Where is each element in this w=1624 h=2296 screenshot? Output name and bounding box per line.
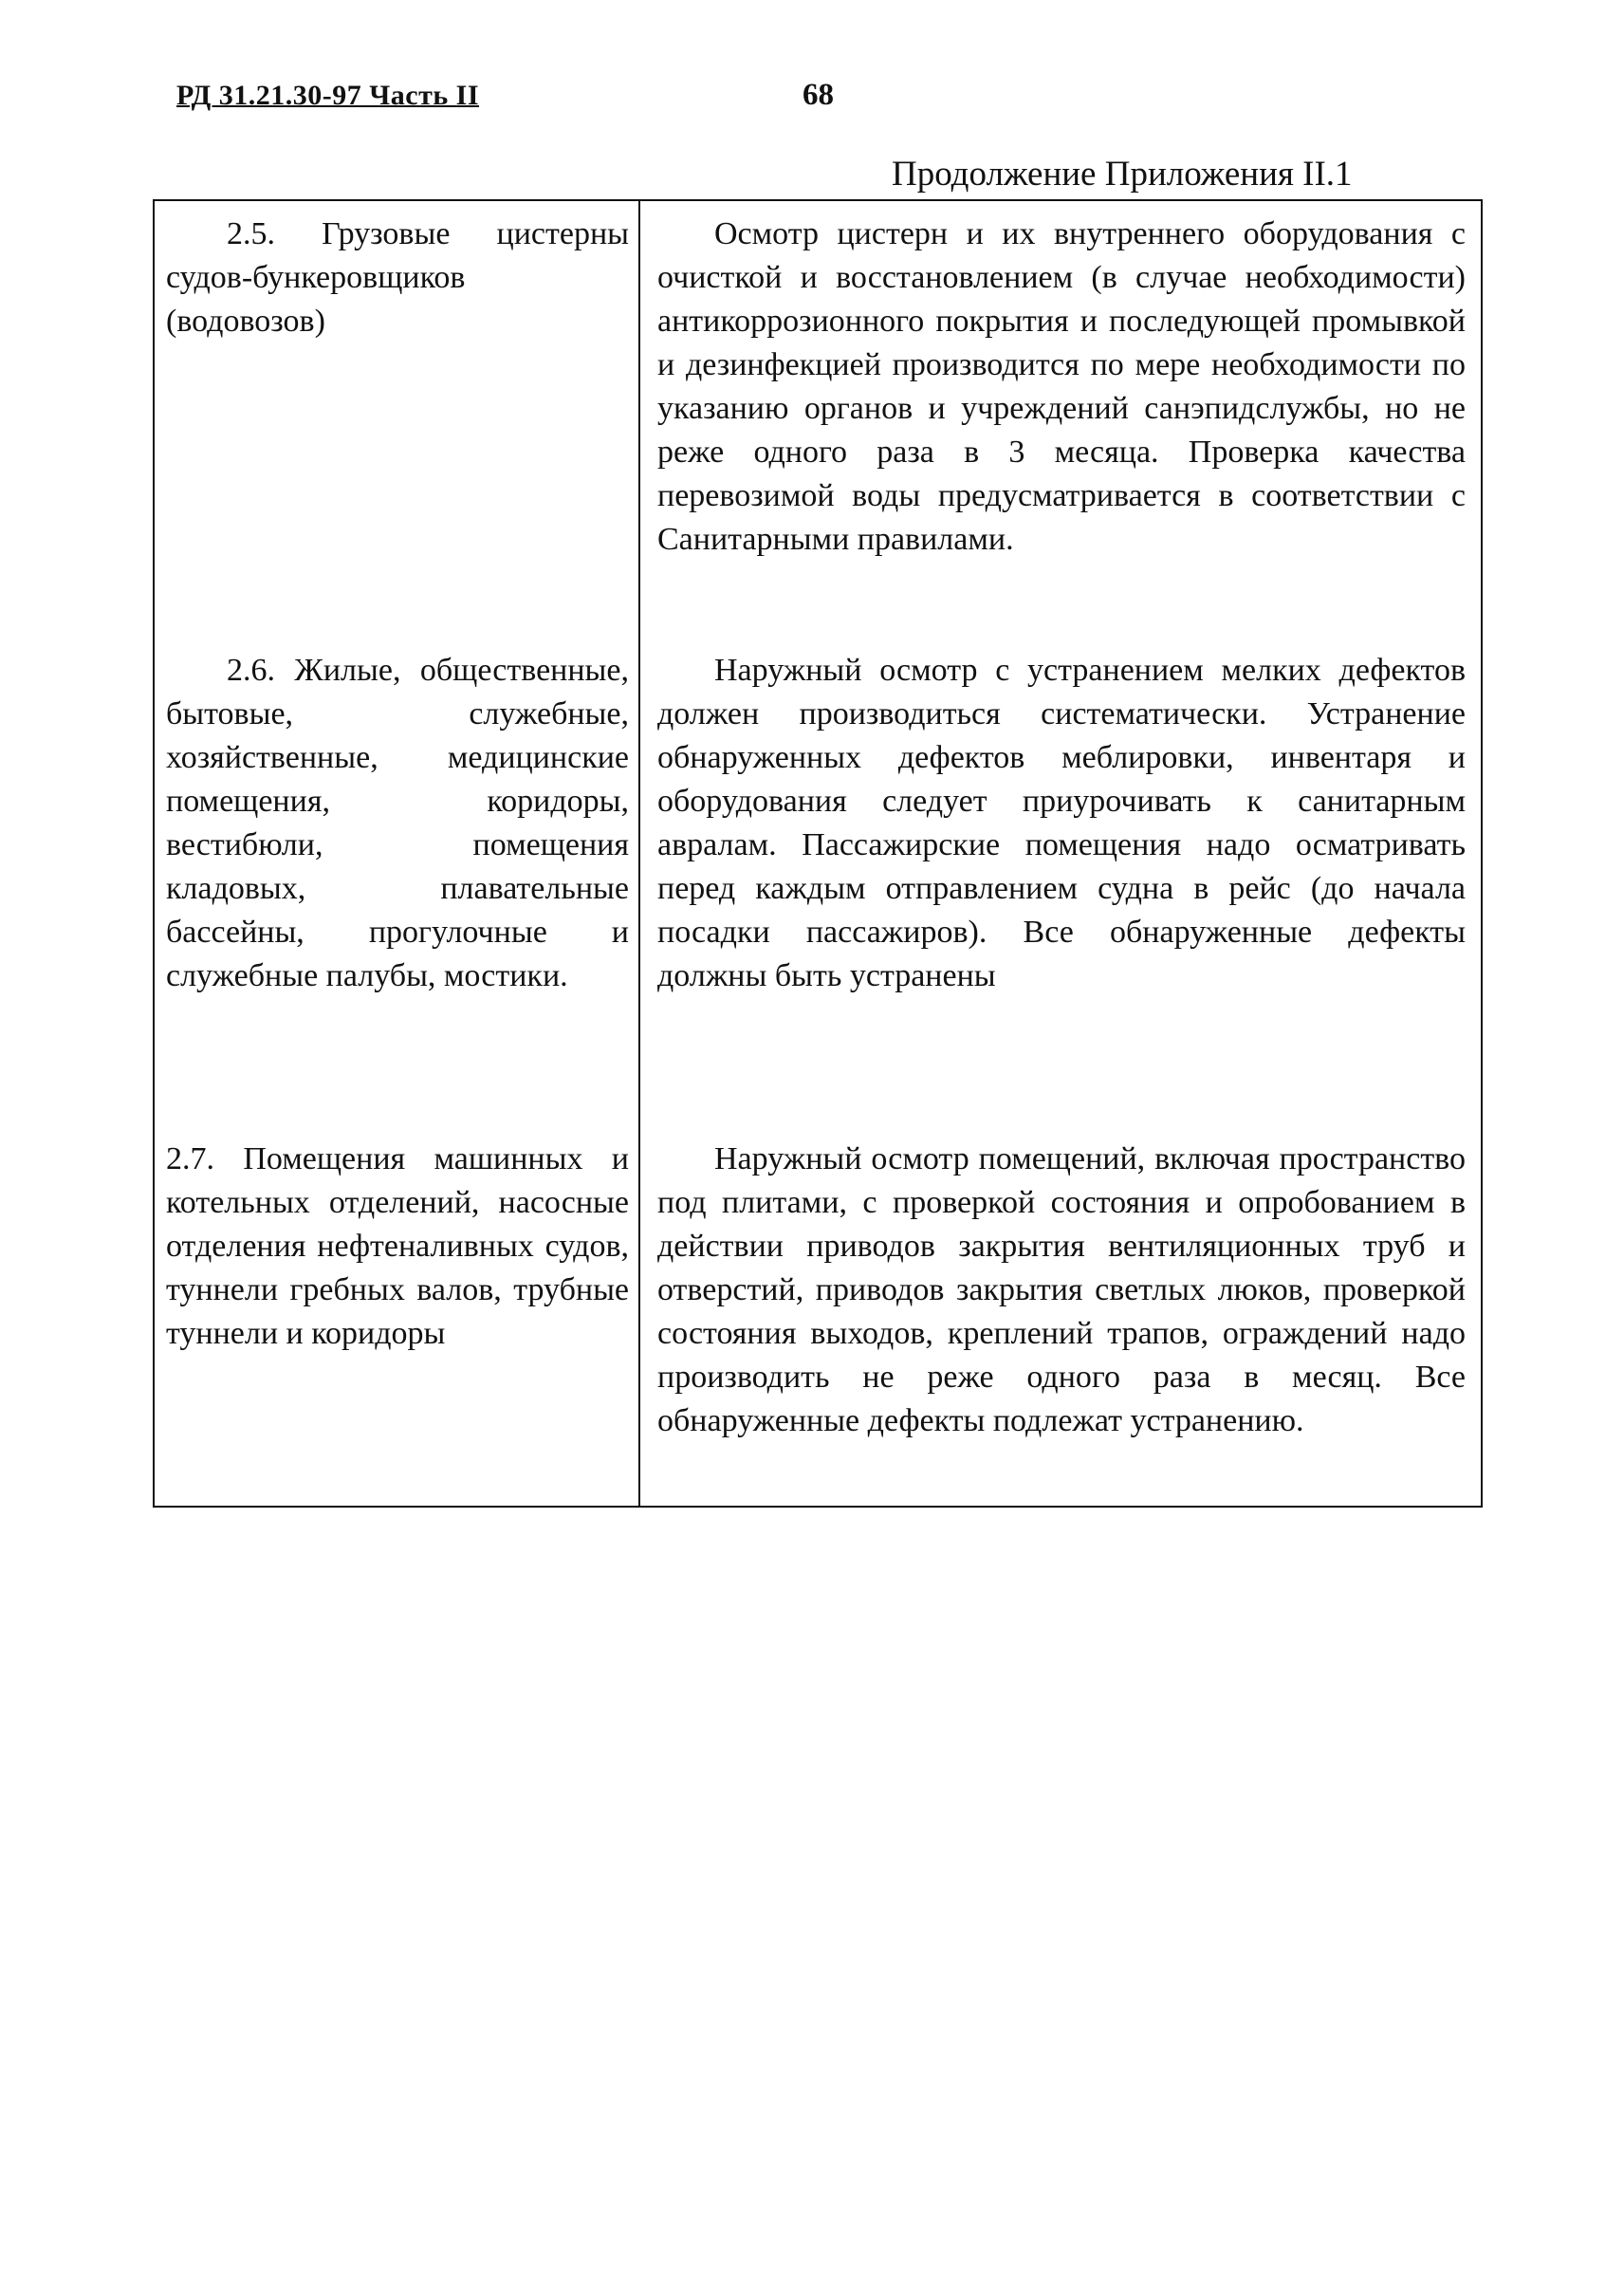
description-text: Наружный осмотр с устранением мелких дефектов должен производиться систематически. Устранение обнаруженных дефектов меблировки, инвентаря и оборудования следует приурочивать к санитарным авралам. Пассажирские помещения надо осматривать перед каждым отправлением судна в рейс (до начала посадки пассажиров). Все обнаруженные дефекты должны быть устранены	[657, 653, 1466, 993]
table-row	[154, 638, 1482, 1126]
table-cell-description	[639, 200, 1482, 638]
table-row	[154, 200, 1482, 638]
item-text: 2.6. Жилые, общественные, бытовые, служебные, хозяйственные, медицинские помещения, коридоры, вестибюли, помещения кладовых, плавательные бассейны, прогулочные и служебные палубы, мостики.	[166, 653, 629, 993]
item-text: 2.5. Грузовые цистерны судов-бункеровщиков (водовозов)	[166, 216, 629, 339]
table-cell-item	[154, 1126, 639, 1507]
document-code: РД 31.21.30-97 Часть II	[176, 80, 480, 111]
table-cell-item	[154, 200, 639, 638]
table-row	[154, 1126, 1482, 1507]
table-cell-item	[154, 638, 639, 1126]
page-number: 68	[803, 78, 834, 112]
continuation-title: Продолжение Приложения II.1	[892, 155, 1353, 194]
description-text: Наружный осмотр помещений, включая пространство под плитами, с проверкой состояния и опробованием в действии приводов закрытия вентиляционных труб и отверстий, приводов закрытия светлых люков, проверкой состояния выходов, креплений трапов, ограждений надо производить не реже одного раза в месяц. Все обнаруженные дефекты подлежат устранению.	[657, 1141, 1466, 1438]
table-cell-description	[639, 1126, 1482, 1507]
item-text: 2.7. Помещения машинных и котельных отделений, насосные отделения нефтеналивных судов, туннели гребных валов, трубные туннели и коридоры	[166, 1141, 629, 1351]
appendix-table	[153, 199, 1483, 1508]
table-cell-description	[639, 638, 1482, 1126]
description-text: Осмотр цистерн и их внутреннего оборудования с очисткой и восстановлением (в случае необходимости) антикоррозионного покрытия и последующей промывкой и дезинфекцией производится по мере необходимости по указанию органов и учреждений санэпидслужбы, но не реже одного раза в 3 месяца. Проверка качества перевозимой воды предусматривается в соответствии с Санитарными правилами.	[657, 216, 1466, 557]
